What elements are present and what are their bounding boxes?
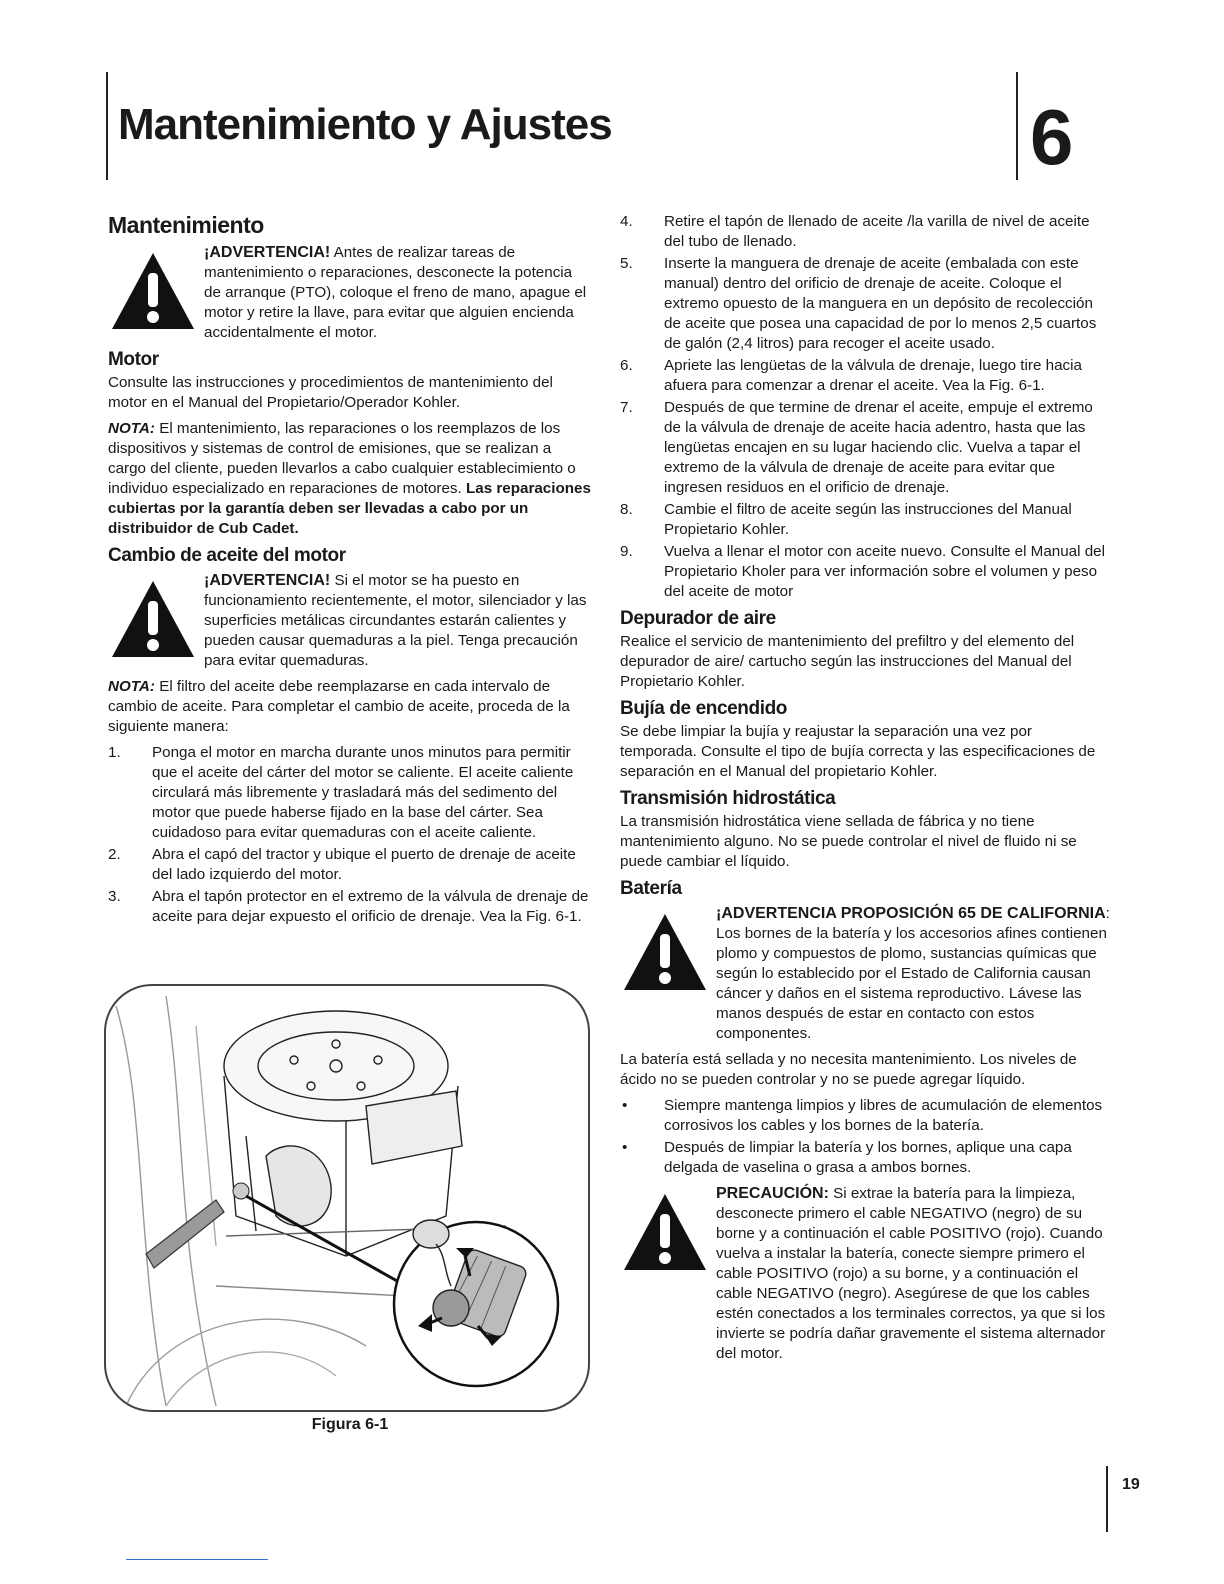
caution-lead: PRECAUCIÓN: <box>716 1185 829 1202</box>
note-paragraph: NOTA: El filtro del aceite debe reemplazarse en cada intervalo de cambio de aceite. Para completar el cambio de aceite, proceda de la siguiente manera: <box>108 678 570 735</box>
list-item: 6. Apriete las lengüetas de la válvula de drenaje, luego tire hacia afuera para comenzar a drenar el aceite. Vea la Fig. 6-1. <box>620 357 1082 394</box>
list-item: • Siempre mantenga limpios y libres de acumulación de elementos corrosivos los cables y los bornes de la batería. <box>622 1097 1103 1134</box>
list-item: 2. Abra el capó del tractor y ubique el puerto de drenaje de aceite del lado izquierdo del motor. <box>108 846 576 883</box>
motor-paragraph: Consulte las instrucciones y procedimientos de mantenimiento del motor en el Manual del Propietario/Operador Kohler. <box>108 374 553 411</box>
subsection-title-motor: Motor <box>108 349 159 370</box>
note-label: NOTA: <box>108 678 155 695</box>
chapter-number: 6 <box>1030 93 1074 181</box>
warning-block <box>108 571 592 671</box>
section-title-mantenimiento: Mantenimiento <box>108 212 264 238</box>
oil-change-steps <box>108 743 592 927</box>
warning-triangle-icon <box>110 251 196 331</box>
page-number-rule <box>1106 1466 1108 1532</box>
warning-lead: ¡ADVERTENCIA! <box>204 244 331 261</box>
list-item: 5. Inserte la manguera de drenaje de aceite (embalada con este manual) dentro del orificio de drenaje de aceite. Coloque el extremo opuesto de la manguera en un depósito de recolección de aceite que posea una capacidad de por lo menos 2,5 cuartos de galón (2,4 litros) para recoger el aceite usado. <box>620 255 1097 352</box>
right-column <box>620 212 1110 1370</box>
list-item: 7. Después de que termine de drenar el aceite, empuje el extremo de la válvula de drenaje de aceite hacia adentro, hasta que las lengüetas encajen en su lugar haciendo clic. Vuelva a tapar el extremo de la válvula de drenaje de aceite para evitar que ingresen residuos en el orificio de drenaje. <box>620 399 1093 496</box>
warning-lead: ¡ADVERTENCIA PROPOSICIÓN 65 DE CALIFORNIA <box>716 905 1106 922</box>
warning-triangle-icon <box>110 579 196 659</box>
spark-plug-paragraph: Se debe limpiar la bujía y reajustar la separación una vez por temporada. Consulte el tipo de bujía correcta y las especificaciones de separación en el Manual del propietario Kohler. <box>620 723 1096 780</box>
note-label: NOTA: <box>108 420 155 437</box>
battery-bullets <box>620 1096 1110 1178</box>
warning-block <box>620 904 1110 1044</box>
warning-triangle-icon <box>622 1192 708 1272</box>
battery-paragraph: La batería está sellada y no necesita mantenimiento. Los niveles de ácido no se pueden controlar y no se puede agregar líquido. <box>620 1051 1077 1088</box>
oil-change-steps-continued <box>620 212 1110 602</box>
warning-block <box>108 243 592 343</box>
air-cleaner-paragraph: Realice el servicio de mantenimiento del prefiltro y del elemento del depurador de aire/ cartucho según las instrucciones del Manual del Propietario Kohler. <box>620 633 1075 690</box>
list-item: 9. Vuelva a llenar el motor con aceite nuevo. Consulte el Manual del Propietario Kholer para ver información sobre el volumen y peso del aceite de motor <box>620 543 1105 600</box>
list-item: 4. Retire el tapón de llenado de aceite /la varilla de nivel de aceite del tubo de llenado. <box>620 213 1090 250</box>
warning-text: ¡ADVERTENCIA PROPOSICIÓN 65 DE CALIFORNIA: Los bornes de la batería y los accesorios afines contienen plomo y compuestos de plomo, sustancias químicas que según lo establecido por el Estado de California causan cáncer y daños en el sistema reproductivo. Lávese las manos después de estar en contacto con estos componentes. <box>716 905 1110 1042</box>
header-right-rule <box>1016 72 1018 180</box>
chapter-title: Mantenimiento y Ajustes <box>118 100 612 149</box>
list-item: 1. Ponga el motor en marcha durante unos minutos para permitir que el aceite del cárter del motor se caliente. El aceite caliente circulará más libremente y trasladará más del sedimento del motor que puede haberse fijado en la base del cárter. Sea cuidadoso para evitar quemaduras con el aceite caliente. <box>108 744 574 841</box>
warranty-emphasis: Las reparaciones cubiertas por la garantía deben ser llevadas a cabo por un distribuidor de Cub Cadet. <box>108 480 591 537</box>
warning-text: ¡ADVERTENCIA! Antes de realizar tareas de mantenimiento o reparaciones, desconecte la potencia de arranque (PTO), coloque el freno de mano, apague el motor y retire la llave, para evitar que alguien encienda accidentalmente el motor. <box>204 244 587 341</box>
transmission-paragraph: La transmisión hidrostática viene sellada de fábrica y no tiene mantenimiento alguno. No se puede controlar el nivel de fluido ni se puede cambiar el líquido. <box>620 813 1077 870</box>
list-item: • Después de limpiar la batería y los bornes, aplique una capa delgada de vaselina o grasa a ambos bornes. <box>622 1139 1072 1176</box>
figure-caption: Figura 6-1 <box>311 1416 389 1433</box>
subsection-title-battery: Batería <box>620 878 682 899</box>
subsection-title-air-cleaner: Depurador de aire <box>620 608 776 629</box>
warning-lead: ¡ADVERTENCIA! <box>204 572 331 589</box>
warning-triangle-icon <box>622 912 708 992</box>
header-left-rule <box>106 72 108 180</box>
left-column <box>108 212 592 933</box>
caution-block <box>620 1184 1110 1364</box>
subsection-title-spark-plug: Bujía de encendido <box>620 698 787 719</box>
warning-text: ¡ADVERTENCIA! Si el motor se ha puesto en funcionamiento recientemente, el motor, silenciador y las superficies metálicas circundantes estarán calientes y pueden causar quemaduras a la piel. Tenga precaución para evitar quemaduras. <box>204 572 587 669</box>
page-number: 19 <box>1122 1476 1140 1493</box>
engine-drain-illustration <box>106 986 588 1410</box>
subsection-title-oil-change: Cambio de aceite del motor <box>108 545 346 566</box>
caution-text: PRECAUCIÓN: Si extrae la batería para la limpieza, desconecte primero el cable NEGATIVO (negro) de su borne y a continuación el cable POSITIVO (rojo). Cuando vuelva a instalar la batería, conecte siempre primero el cable POSITIVO (rojo) a su borne, y a continuación el cable NEGATIVO (negro). Asegúrese de que los cables estén conectados a los terminales correctos, ya que si los invierte se podría dañar gravemente el sistema alternador del motor. <box>716 1185 1106 1362</box>
list-item: 8. Cambie el filtro de aceite según las instrucciones del Manual Propietario Kohler. <box>620 501 1072 538</box>
engine-figure <box>104 984 590 1412</box>
list-item: 3. Abra el tapón protector en el extremo de la válvula de drenaje de aceite para dejar expuesto el orificio de drenaje. Vea la Fig. 6-1. <box>108 888 589 925</box>
footer-rule <box>126 1559 268 1560</box>
subsection-title-transmission: Transmisión hidrostática <box>620 788 836 809</box>
note-paragraph: NOTA: El mantenimiento, las reparaciones o los reemplazos de los dispositivos y sistemas de control de emisiones, que se realizan a cargo del cliente, pueden llevarlos a cabo cualquier establecimiento o individuo especializado en reparaciones de motores. Las reparaciones cubiertas por la garantía deben ser llevadas a cabo por un distribuidor de Cub Cadet. <box>108 420 591 537</box>
